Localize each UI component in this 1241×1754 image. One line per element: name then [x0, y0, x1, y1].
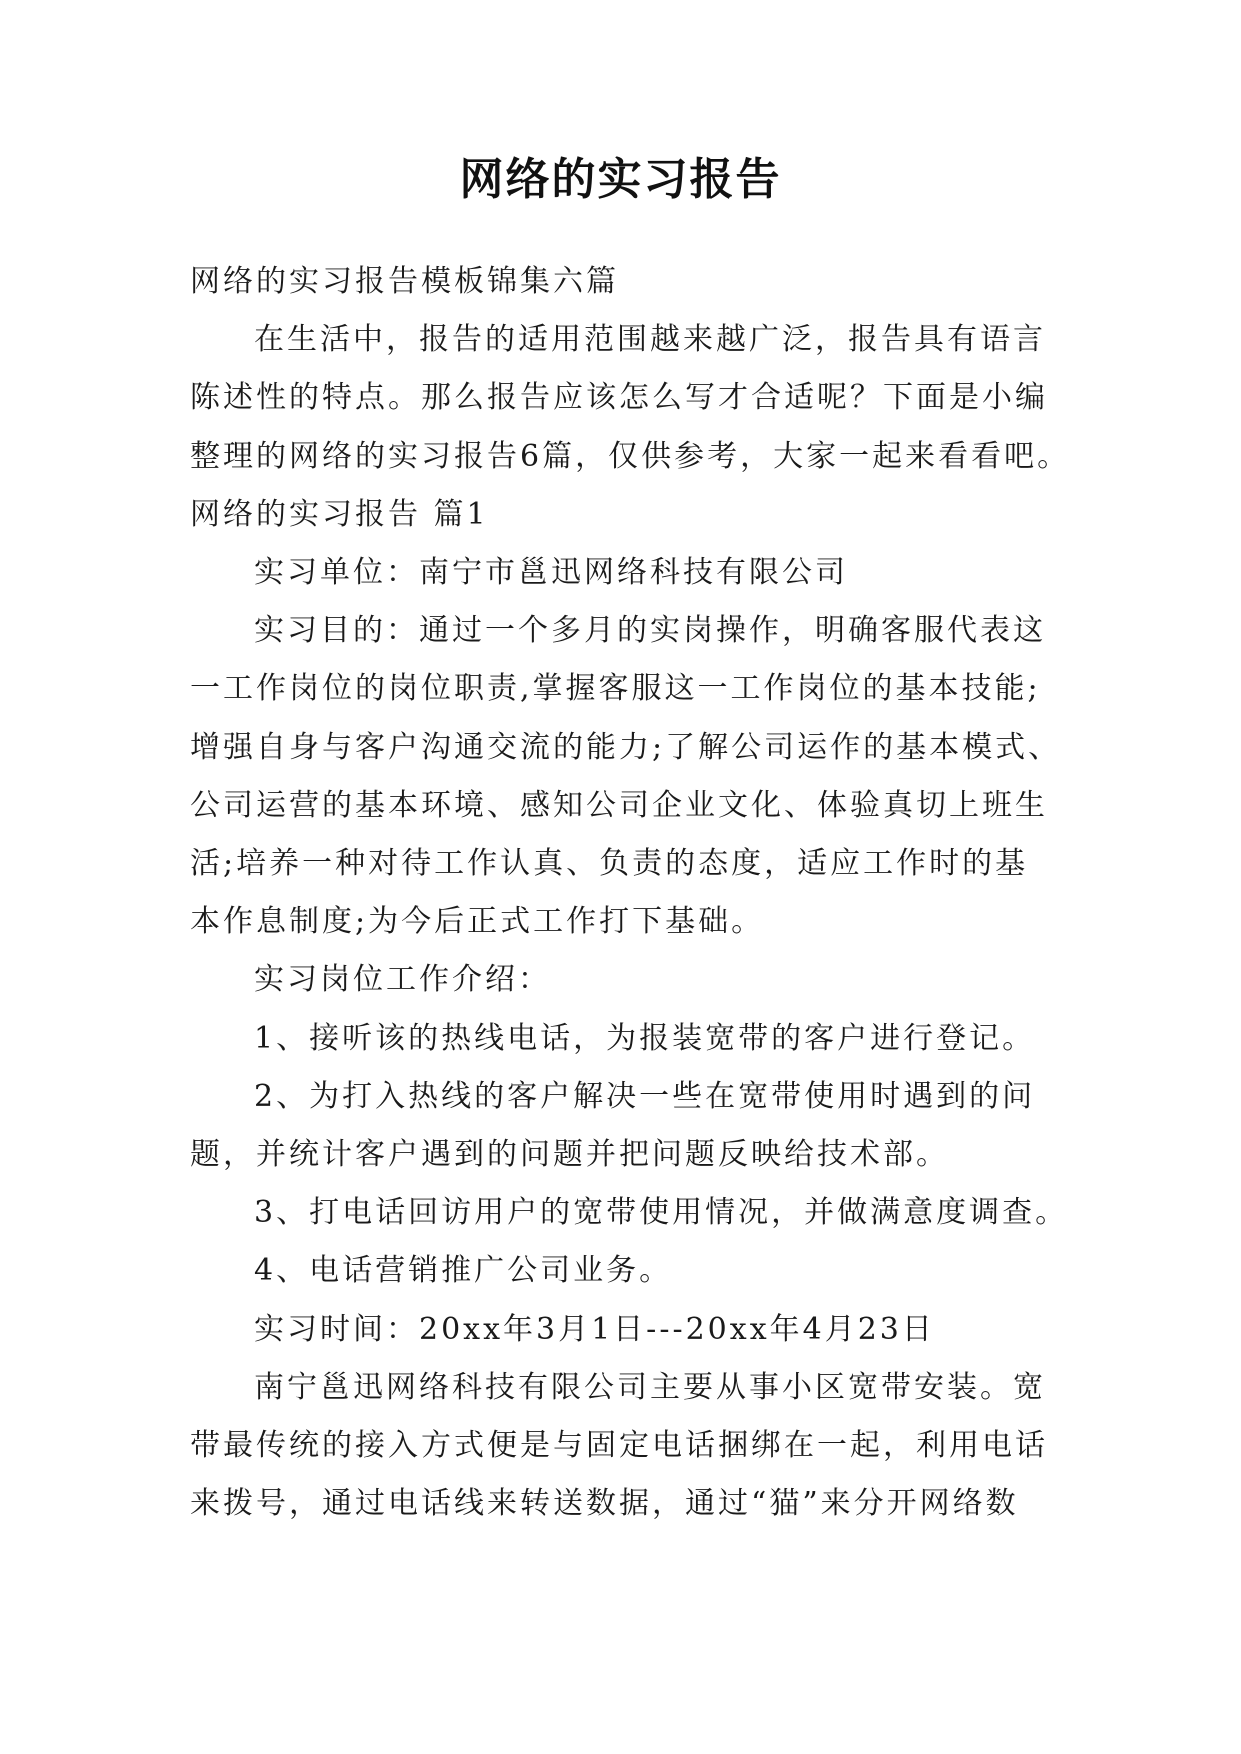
text-line: 实习岗位工作介绍：	[254, 962, 551, 997]
text-line: 增强自身与客户沟通交流的能力;了解公司运作的基本模式、	[190, 730, 1062, 765]
text-line: 1、接听该的热线电话，为报装宽带的客户进行登记。	[254, 1021, 1036, 1056]
text-line: 实习时间：20xx年3月1日---20xx年4月23日	[254, 1312, 935, 1347]
text-line: 网络的实习报告模板锦集六篇	[190, 264, 619, 299]
text-line: 题，并统计客户遇到的问题并把问题反映给技术部。	[190, 1137, 949, 1172]
text-line: 活;培养一种对待工作认真、负责的态度，适应工作时的基	[190, 846, 1029, 881]
text-line: 网络的实习报告 篇1	[190, 497, 489, 532]
text-line: 3、打电话回访用户的宽带使用情况，并做满意度调查。	[254, 1195, 1069, 1230]
text-line: 本作息制度;为今后正式工作打下基础。	[190, 904, 765, 939]
text-line: 一工作岗位的岗位职责,掌握客服这一工作岗位的基本技能;	[190, 671, 1041, 706]
text-line: 公司运营的基本环境、感知公司企业文化、体验真切上班生	[190, 788, 1048, 823]
text-line: 整理的网络的实习报告6篇，仅供参考，大家一起来看看吧。	[190, 439, 1071, 474]
text-line: 在生活中，报告的适用范围越来越广泛，报告具有语言	[254, 322, 1046, 357]
text-line: 实习目的：通过一个多月的实岗操作，明确客服代表这	[254, 613, 1046, 648]
document-title: 网络的实习报告	[459, 154, 782, 205]
text-line: 实习单位：南宁市邕迅网络科技有限公司	[254, 555, 848, 590]
text-line: 来拨号，通过电话线来转送数据，通过“猫”来分开网络数	[190, 1486, 1019, 1521]
text-line: 4、电话营销推广公司业务。	[254, 1253, 673, 1288]
text-line: 陈述性的特点。那么报告应该怎么写才合适呢？下面是小编	[190, 380, 1048, 415]
text-line: 2、为打入热线的客户解决一些在宽带使用时遇到的问	[254, 1079, 1036, 1114]
text-line: 带最传统的接入方式便是与固定电话捆绑在一起，利用电话	[190, 1428, 1048, 1463]
text-line: 南宁邕迅网络科技有限公司主要从事小区宽带安装。宽	[254, 1370, 1046, 1405]
